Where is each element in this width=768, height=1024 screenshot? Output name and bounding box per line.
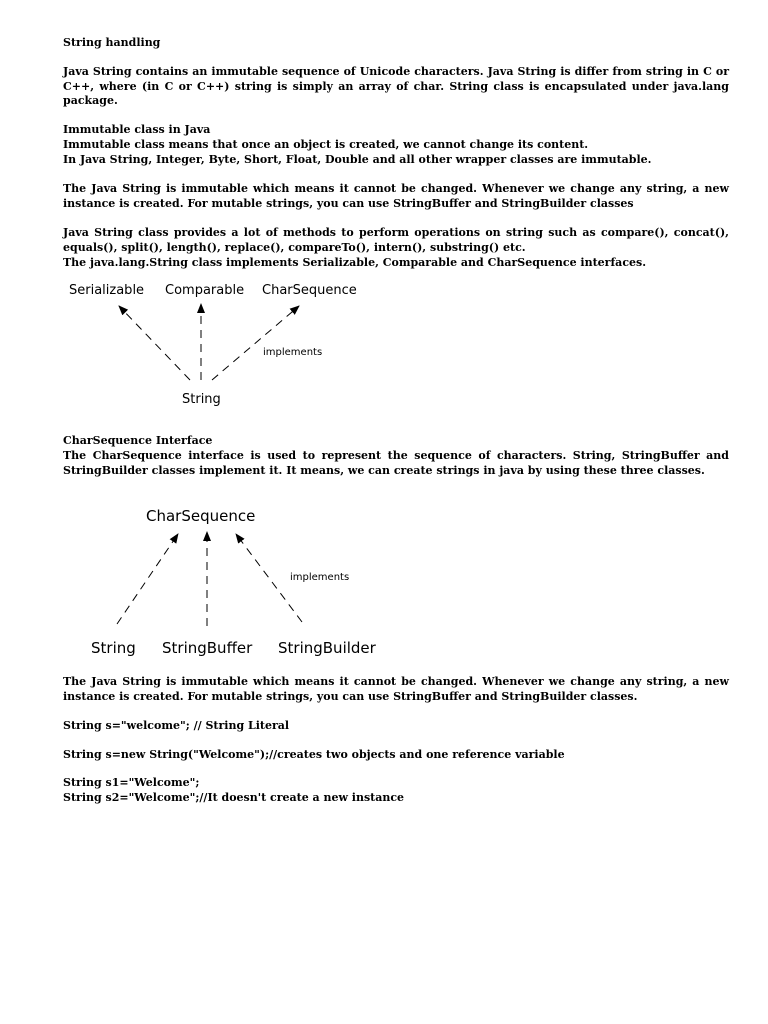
intro-paragraph: Java String contains an immutable sequence of Unicode characters. Java String is differ from string in C or C++, where (in C or C++) string is simply an array of char. String class is encapsulated under java.lang package. [63, 65, 729, 108]
implements-label-2: implements [290, 572, 350, 583]
charsequence-label: CharSequence [262, 283, 357, 298]
immutable-line-2: In Java String, Integer, Byte, Short, Float, Double and all other wrapper classes are immutable. [63, 153, 652, 166]
stringbuffer-label: StringBuffer [162, 639, 253, 657]
methods-paragraph: Java String class provides a lot of methods to perform operations on string such as compare(), concat(), equals(), split(), length(), replace(), compareTo(), intern(), substring() etc. [63, 226, 729, 254]
immutable-paragraph: The Java String is immutable which means it cannot be changed. Whenever we change any string, a new instance is created. For mutable strings, you can use StringBuffer and StringBuilder classes [63, 182, 729, 210]
arrow-string-to-charsequence [117, 534, 178, 624]
comparable-label: Comparable [165, 283, 245, 298]
string-label: String [91, 639, 136, 657]
charsequence-paragraph: The CharSequence interface is used to represent the sequence of characters. String, StringBuffer and StringBuilder classes implement it. It means, we can create strings in java by using these three classes. [63, 449, 729, 477]
code-line-2: String s=new String("Welcome");//creates two objects and one reference variable [63, 748, 565, 761]
code-line-3: String s1="Welcome"; [63, 776, 200, 789]
doc-title: String handling [63, 36, 161, 49]
immutable-heading: Immutable class in Java [63, 123, 211, 136]
string-class-label: String [182, 392, 221, 407]
implements-label-1: implements [263, 347, 323, 358]
arrow-to-charsequence [212, 306, 299, 380]
implements-paragraph: The java.lang.String class implements Serializable, Comparable and CharSequence interfaces. [63, 256, 647, 269]
serializable-label: Serializable [69, 283, 145, 298]
immutable-line-1: Immutable class means that once an object is created, we cannot change its content. [63, 138, 589, 151]
code-line-1: String s="welcome"; // String Literal [63, 719, 290, 732]
arrow-to-serializable [119, 306, 190, 380]
immutable-paragraph-2: The Java String is immutable which means it cannot be changed. Whenever we change any string, a new instance is created. For mutable strings, you can use StringBuffer and StringBuilder classes. [63, 675, 729, 703]
charsequence-heading: CharSequence Interface [63, 434, 213, 447]
charsequence-interface-label: CharSequence [146, 507, 256, 525]
stringbuilder-label: StringBuilder [278, 639, 376, 657]
code-line-4: String s2="Welcome";//It doesn't create a new instance [63, 791, 405, 804]
